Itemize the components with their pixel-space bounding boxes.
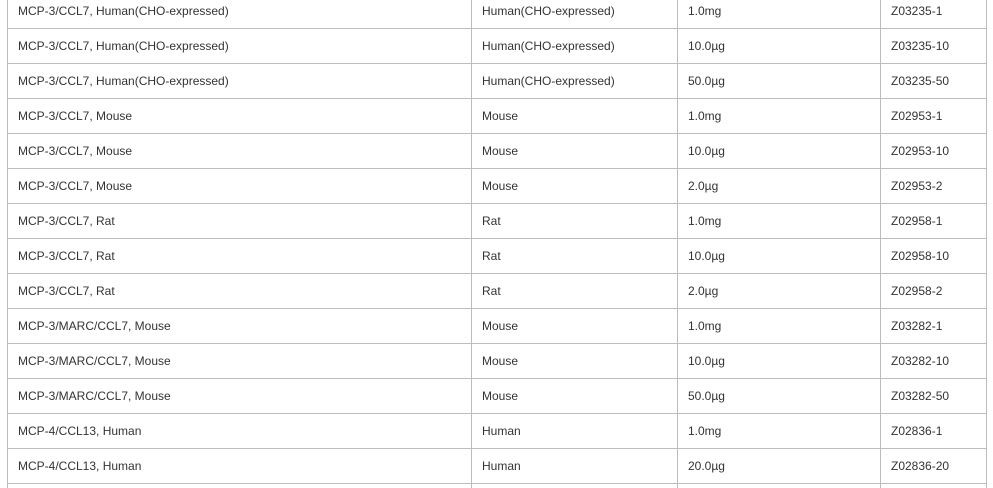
- product-name-cell: MCP-3/MARC/CCL7, Mouse: [8, 344, 472, 379]
- catalog-number-cell: Z03235-1: [881, 0, 987, 29]
- product-name-cell: MCP-3/CCL7, Rat: [8, 239, 472, 274]
- product-table-body: [8, 0, 987, 488]
- product-table: [7, 0, 987, 488]
- table-row[interactable]: [8, 344, 987, 379]
- species-cell: Human(CHO-expressed): [472, 64, 678, 99]
- size-cell: 10.0µg: [678, 239, 881, 274]
- table-row[interactable]: [8, 239, 987, 274]
- catalog-number-cell: Z03235-50: [881, 64, 987, 99]
- size-cell: [678, 484, 881, 488]
- product-name-cell: [8, 484, 472, 488]
- size-cell: 1.0mg: [678, 309, 881, 344]
- species-cell: Human: [472, 414, 678, 449]
- species-cell: Mouse: [472, 134, 678, 169]
- product-name-cell: MCP-3/MARC/CCL7, Mouse: [8, 379, 472, 414]
- product-name-cell: MCP-4/CCL13, Human: [8, 449, 472, 484]
- product-name-cell: MCP-3/CCL7, Rat: [8, 204, 472, 239]
- catalog-number-cell: Z02958-2: [881, 274, 987, 309]
- size-cell: 20.0µg: [678, 449, 881, 484]
- catalog-number-cell: Z03282-50: [881, 379, 987, 414]
- table-row[interactable]: [8, 169, 987, 204]
- table-row[interactable]: [8, 309, 987, 344]
- species-cell: Mouse: [472, 309, 678, 344]
- size-cell: 10.0µg: [678, 344, 881, 379]
- size-cell: 2.0µg: [678, 169, 881, 204]
- size-cell: 1.0mg: [678, 99, 881, 134]
- catalog-number-cell: Z03235-10: [881, 29, 987, 64]
- catalog-number-cell: Z02836-1: [881, 414, 987, 449]
- table-row[interactable]: [8, 0, 987, 29]
- size-cell: 10.0µg: [678, 134, 881, 169]
- size-cell: 1.0mg: [678, 0, 881, 29]
- product-name-cell: MCP-3/CCL7, Mouse: [8, 99, 472, 134]
- table-row[interactable]: [8, 64, 987, 99]
- product-name-cell: MCP-3/CCL7, Mouse: [8, 169, 472, 204]
- size-cell: 1.0mg: [678, 414, 881, 449]
- table-row[interactable]: [8, 379, 987, 414]
- catalog-number-cell: Z02958-1: [881, 204, 987, 239]
- table-row[interactable]: [8, 484, 987, 488]
- product-name-cell: MCP-3/CCL7, Human(CHO-expressed): [8, 0, 472, 29]
- product-name-cell: MCP-3/CCL7, Human(CHO-expressed): [8, 29, 472, 64]
- catalog-number-cell: Z03282-1: [881, 309, 987, 344]
- catalog-number-cell: Z02953-2: [881, 169, 987, 204]
- species-cell: Rat: [472, 274, 678, 309]
- table-row[interactable]: [8, 274, 987, 309]
- species-cell: Human(CHO-expressed): [472, 29, 678, 64]
- species-cell: Human: [472, 449, 678, 484]
- species-cell: Mouse: [472, 344, 678, 379]
- table-row[interactable]: [8, 414, 987, 449]
- catalog-number-cell: [881, 484, 987, 488]
- product-name-cell: MCP-4/CCL13, Human: [8, 414, 472, 449]
- catalog-number-cell: Z02958-10: [881, 239, 987, 274]
- product-name-cell: MCP-3/CCL7, Rat: [8, 274, 472, 309]
- table-row[interactable]: [8, 449, 987, 484]
- size-cell: 10.0µg: [678, 29, 881, 64]
- species-cell: [472, 484, 678, 488]
- species-cell: Human(CHO-expressed): [472, 0, 678, 29]
- size-cell: 50.0µg: [678, 379, 881, 414]
- species-cell: Mouse: [472, 99, 678, 134]
- table-row[interactable]: [8, 204, 987, 239]
- table-row[interactable]: [8, 134, 987, 169]
- catalog-number-cell: Z02836-20: [881, 449, 987, 484]
- catalog-number-cell: Z02953-10: [881, 134, 987, 169]
- product-name-cell: MCP-3/CCL7, Human(CHO-expressed): [8, 64, 472, 99]
- size-cell: 1.0mg: [678, 204, 881, 239]
- product-name-cell: MCP-3/CCL7, Mouse: [8, 134, 472, 169]
- table-row[interactable]: [8, 99, 987, 134]
- product-name-cell: MCP-3/MARC/CCL7, Mouse: [8, 309, 472, 344]
- catalog-number-cell: Z02953-1: [881, 99, 987, 134]
- species-cell: Rat: [472, 239, 678, 274]
- species-cell: Rat: [472, 204, 678, 239]
- size-cell: 50.0µg: [678, 64, 881, 99]
- species-cell: Mouse: [472, 169, 678, 204]
- species-cell: Mouse: [472, 379, 678, 414]
- size-cell: 2.0µg: [678, 274, 881, 309]
- catalog-number-cell: Z03282-10: [881, 344, 987, 379]
- table-row[interactable]: [8, 29, 987, 64]
